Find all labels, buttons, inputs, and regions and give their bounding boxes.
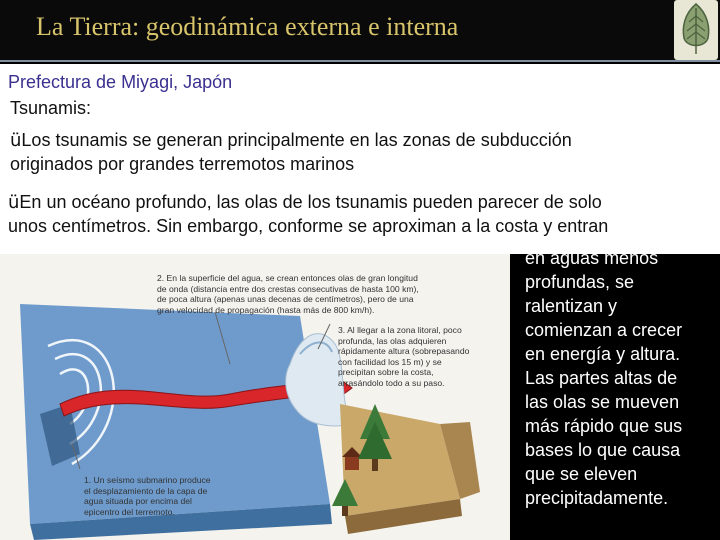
tsunami-diagram: [0, 254, 510, 540]
figure-label-1: 1. Un seísmo submarino produce el desplazamiento de la capa de agua situada por encima del epicentro del terremoto.: [84, 475, 211, 517]
side-line: en aguas menos: [525, 248, 659, 268]
side-line: ralentizan y: [525, 296, 618, 316]
slide-subtitle: Prefectura de Miyagi, Japón: [8, 72, 233, 92]
tree-logo-icon: [674, 0, 718, 60]
bullet-1-line-1: [10, 130, 572, 151]
figure-label-3: 3. Al llegar a la zona litoral, poco profunda, las olas adquieren rápidamente altura (sobrepasando con facilidad los 15 m) y se precipitan sobre la costa, arrasándolo todo a su paso.: [338, 325, 470, 388]
side-paragraph: [525, 246, 715, 510]
figure-label-2: 2. En la superficie del agua, se crean entonces olas de gran longitud de onda (distancia entre dos crestas consecutivas de hasta 100 km), de poca altura (apenas unas decenas de centímetros), pero de una gran velocidad de propagación (hasta más de 800 km/h).: [157, 273, 419, 315]
side-line: bases lo que causa: [525, 440, 681, 460]
side-line: Las partes altas de: [525, 368, 678, 388]
bullet-1-line-2: originados por grandes terremotos marinos: [10, 154, 355, 174]
side-line: que se eleven: [525, 464, 638, 484]
side-line: en energía y altura.: [525, 344, 681, 364]
side-line: profundas, se: [525, 272, 635, 292]
slide-content: [0, 64, 720, 254]
side-line: más rápido que sus: [525, 416, 683, 436]
section-heading: Tsunamis:: [10, 98, 92, 118]
check-icon: ü: [10, 130, 22, 151]
bullet-2-line-1: [8, 192, 602, 213]
side-line: comienzan a crecer: [525, 320, 683, 340]
side-line: las olas se mueven: [525, 392, 680, 412]
tree-logo: [674, 0, 718, 60]
check-icon: ü: [8, 192, 20, 213]
bullet-2-text: En un océano profundo, las olas de los tsunamis pueden parecer de solo: [19, 192, 602, 212]
bullet-2-line-2: unos centímetros. Sin embargo, conforme se aproximan a la costa y entran: [8, 216, 609, 236]
title-bar: [0, 0, 720, 62]
title-divider: [0, 60, 720, 62]
side-line: precipitadamente.: [525, 488, 669, 508]
bullet-1-text: Los tsunamis se generan principalmente en las zonas de subducción: [21, 130, 572, 150]
slide-title: La Tierra: geodinámica externa e interna: [36, 12, 459, 41]
